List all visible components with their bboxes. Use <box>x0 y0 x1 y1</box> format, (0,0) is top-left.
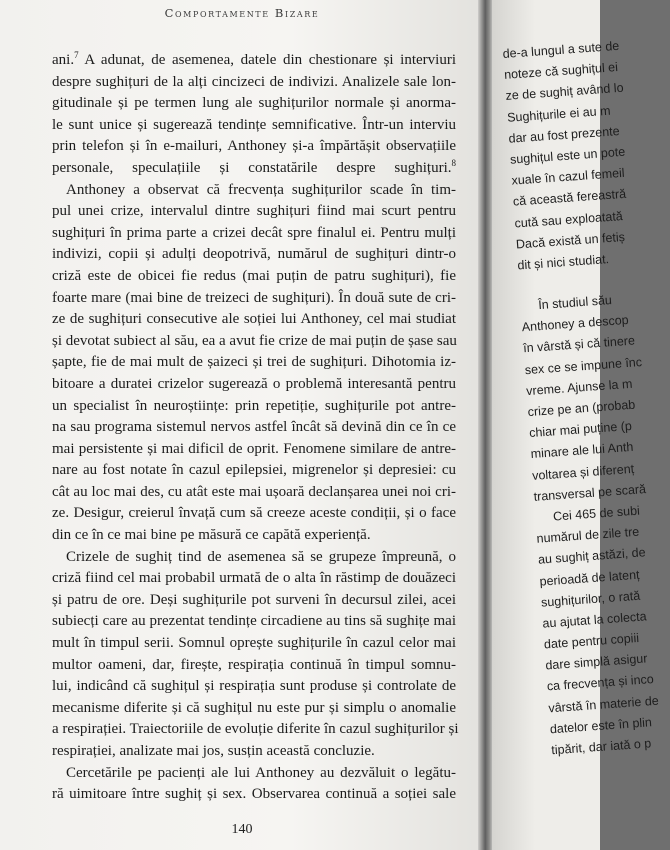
text-line: despre sughițuri de la alți cincizeci de indivizi. Analizele sale lon- <box>52 73 456 90</box>
text-line: criză este de obicei fie redus (mai puțin de patru sughițuri), fie <box>52 267 456 284</box>
right-page-line: dit și nici studiat. <box>516 251 610 273</box>
right-page-line: minare ale lui Anth <box>530 440 634 462</box>
text-line: prin telefon și în e-mailuri, Anthoney și-a împărtășit observațiile <box>52 138 456 155</box>
text-line: le sunt unice și sugerează tendințe semnificative. Într-un interviu <box>52 116 456 133</box>
text-line: ze. Desigur, creierul învață cum să creeze aceste condiții, și o face <box>52 505 456 522</box>
text-line: personale, speculațiile și constatările despre sughițuri.$^8$ <box>52 157 456 176</box>
text-line: cât au loc mai des, cu atât este mai ușoară declanșarea unei noi cri- <box>52 483 456 500</box>
text-line: sughițuri în prima parte a crizei decât spre finalul ei. Pentru mulți <box>52 224 456 241</box>
text-line: criză fiind cel mai probabil urmată de o alta în răstimp de douăzeci <box>52 570 456 587</box>
text-line: Cercetările pe pacienți ale lui Anthoney au dezvăluit o legătu- <box>66 764 456 781</box>
text-line: ani.$^7$ A adunat, de asemenea, datele din chestionare și interviuri <box>52 50 456 68</box>
right-page-line: perioadă de latenț <box>539 567 640 589</box>
text-line: un specialist în neuroștiințe: prin repetiție, sughițurile pot antre- <box>52 397 456 414</box>
right-page-line: chiar mai puține (p <box>528 419 633 441</box>
right-page-line: au sughiț astăzi, de <box>537 545 647 568</box>
right-page-line: Cei 465 de subi <box>552 503 641 524</box>
text-line: Crizele de sughiț tind de asemenea să se grupeze împreună, o <box>66 548 456 565</box>
text-line: Anthoney a observat că frecvența sughițurilor scade în tim- <box>66 181 456 198</box>
text-line: pul unei crize, intervalul dintre sughițuri fiind mai scurt pentru <box>52 203 456 220</box>
text-line: lui, indicând că sughițul și respirația sunt produse și controlate de <box>52 678 456 695</box>
right-page-line: vârstă în materie de <box>547 693 660 715</box>
right-page-line: Sughițurile ei au m <box>506 103 611 125</box>
body-text <box>52 50 459 806</box>
text-line: respirației, analizate mai jos, susțin această concluzie. <box>52 743 375 759</box>
footnote-marker: 8 <box>451 157 456 168</box>
right-page-line: noteze că sughițul ei <box>503 60 619 83</box>
text-line: multor oameni, dar, firește, respirația continuă în timpul somnu- <box>52 656 456 673</box>
text-line: mecanisme diferite și că sughițul nu este pur și simplu o anomalie <box>52 699 456 716</box>
right-page-line: date pentru copiii <box>543 630 640 652</box>
text-line: și patru de ore. Deși sughițurile pot surveni în decursul zilei, acei <box>52 591 456 608</box>
right-page-line: numărul de zile tre <box>536 524 640 546</box>
right-page-line: cută sau exploatată <box>514 208 624 231</box>
right-page-line: de-a lungul a sute de <box>502 38 620 61</box>
text-line: și devotat subiect al său, ea a avut fie crize de mai puțin de șase sau <box>52 332 457 349</box>
text-line: din ce în ce mai bine pe măsură ce capătă experiență. <box>52 527 371 544</box>
text-line: nare au fost notate în cazul epilepsiei, migrenelor și depresiei: cu <box>52 462 456 479</box>
right-page-line: că această fereastră <box>512 187 627 209</box>
right-page-text <box>502 36 670 762</box>
text-line: mult în timpul serii. Somnul oprește sughițurile în cazul celor mai <box>52 635 456 652</box>
text-line: șapte, fie de mai mult de șaizeci și trei de sughițuri. Dihotomia iz- <box>52 354 456 371</box>
right-page-line: ze de sughiț având lo <box>505 81 624 104</box>
right-page-line: dar au fost prezente <box>508 123 621 146</box>
page-number: 140 <box>231 822 253 837</box>
footnote-marker: 7 <box>74 50 79 60</box>
text-line: subiecți care au prezentat tendințe circadiene au tins să sughițe mai <box>52 613 456 630</box>
text-line: ze de sughițuri consecutive ale soției lui Anthoney, cel mai studiat <box>52 311 456 328</box>
text-line: foarte mare (mai bine de treizeci de sughițuri). În două sute de cri- <box>52 289 456 306</box>
text-line: na sau programa sistemul nervos astfel încât să devină din ce în ce <box>52 419 456 436</box>
right-page-line: ca frecvența și inco <box>546 672 655 694</box>
text-line: indivizi, copii și adulți deopotrivă, numărul de sughițuri dintr-o <box>52 246 456 263</box>
right-page-line: au ajutat la colecta <box>542 609 648 631</box>
right-page-line: sex ce se impune înc <box>524 354 643 377</box>
text-line: gitudinale și pe termen lung ale sughițurilor normale și anorma- <box>52 95 456 112</box>
right-page-line: vreme. Ajunse la m <box>525 376 633 398</box>
right-page-line: Anthoney a descop <box>521 313 630 335</box>
right-page-line: transversal pe scară <box>533 481 647 504</box>
right-page-line: tipărit, dar iată o p <box>550 736 652 758</box>
right-page <box>492 0 660 850</box>
text-line: a respirației. Traiectoriile de evoluție diferite în cazul sughițurilor și <box>52 721 459 738</box>
right-page-line: În studiul său <box>537 293 613 313</box>
right-page-line: Dacă există un fetiș <box>515 229 626 252</box>
text-line: mai persistente și mai dificil de oprit. Fenomene similare de antre- <box>52 440 456 457</box>
right-page-line: xuale în cazul femeil <box>511 165 626 188</box>
right-page-line: dare simplă asigur <box>544 651 648 673</box>
right-page-line: datelor este în plin <box>549 715 653 737</box>
right-page-line: sughițul este un pote <box>509 144 626 167</box>
right-page-line: în vârstă și că tinere <box>522 333 636 356</box>
text-line: bitoare a duratei crizelor sugerează o problemă interesantă pentru <box>52 375 456 392</box>
text-line: ră uimitoare între sughiț și sex. Observarea continuă a soției sale <box>52 786 456 803</box>
running-head: Comportamente Bizare <box>164 6 320 20</box>
right-page-line: sughițurilor, o rată <box>540 588 641 610</box>
right-page-line: voltarea și diferenț <box>531 461 635 483</box>
right-page-line: crize pe an (probab <box>527 397 636 420</box>
